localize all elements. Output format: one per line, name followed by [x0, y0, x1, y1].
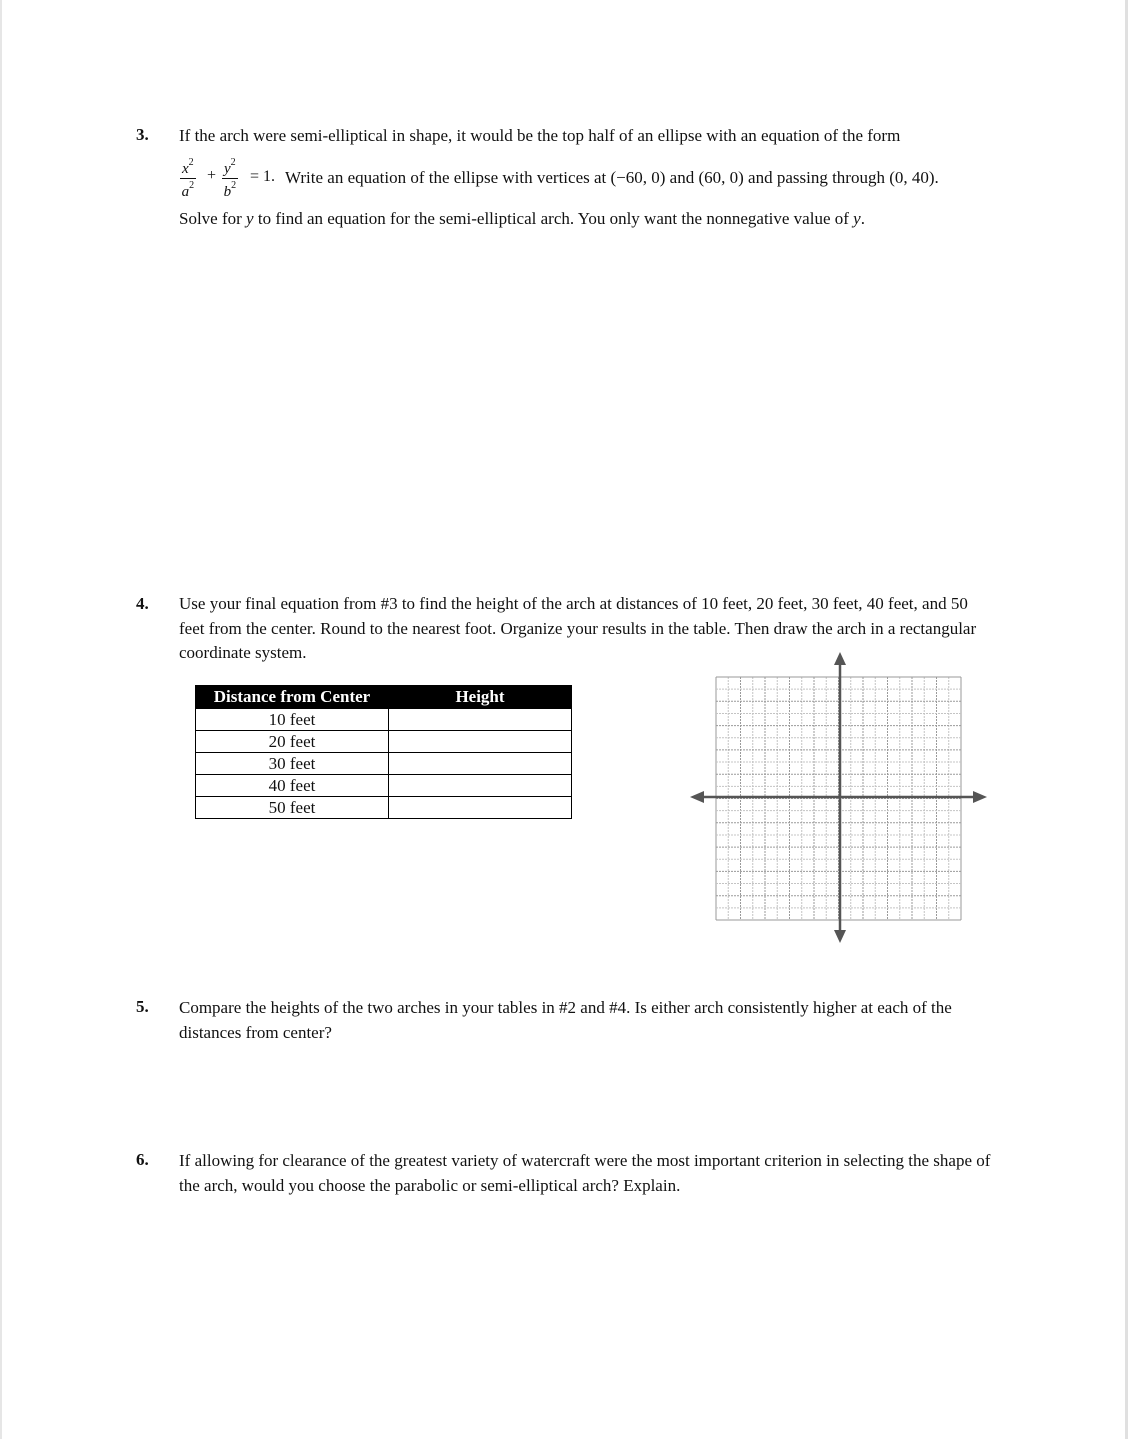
table-row — [196, 775, 572, 797]
page-edge-left — [0, 0, 2, 1439]
plus-sign: + — [207, 167, 217, 184]
question-5-text: Compare the heights of the two arches in your tables in #2 and #4. Is either arch consistently higher at each of the distances from center? — [179, 998, 952, 1042]
height-cell[interactable] — [389, 775, 572, 797]
table-row — [196, 753, 572, 775]
equals-one: = 1. — [250, 168, 276, 185]
distance-cell: 40 feet — [196, 775, 389, 797]
question-3-line2: Write an equation of the ellipse with vertices at (−60, 0) and (60, 0) and passing through (0, 40). — [285, 168, 939, 187]
x-axis-right-arrow — [973, 791, 987, 803]
table-row — [196, 731, 572, 753]
question-5-number: 5. — [136, 997, 149, 1016]
height-cell[interactable] — [389, 731, 572, 753]
distance-cell: 30 feet — [196, 753, 389, 775]
question-6-text: If allowing for clearance of the greatest variety of watercraft were the most important criterion in selecting the shape of the arch, would you choose the parabolic or semi-elliptical arch? Explain. — [179, 1151, 991, 1195]
x-axis-left-arrow — [690, 791, 704, 803]
y-axis-up-arrow — [834, 652, 846, 665]
y-axis-down-arrow — [834, 930, 846, 943]
question-3-line3: Solve for y to find an equation for the semi-elliptical arch. You only want the nonnegative value of y. — [179, 209, 865, 228]
grid-lines — [716, 677, 961, 920]
question-4-number: 4. — [136, 594, 149, 613]
question-3-line1: If the arch were semi-elliptical in shape, it would be the top half of an ellipse with an equation of the form — [179, 126, 901, 145]
table-header-row — [196, 686, 572, 709]
fraction-x-over-a: $\frac{x^2}{a^2}$ — [181, 157, 195, 200]
height-cell[interactable] — [389, 753, 572, 775]
table-row — [196, 797, 572, 819]
distance-cell: 20 feet — [196, 731, 389, 753]
distance-cell: 10 feet — [196, 709, 389, 731]
results-table — [195, 685, 572, 819]
question-6-number: 6. — [136, 1150, 149, 1169]
question-3-number: 3. — [136, 125, 149, 144]
header-height: Height — [389, 686, 572, 709]
question-4-text: Use your final equation from #3 to find the height of the arch at distances of 10 feet, 20 feet, 30 feet, 40 feet, and 50 feet from the center. Round to the nearest foot. Organize your results in the table. Then draw the arch in a rectangular coordinate system. — [179, 594, 977, 662]
header-distance: Distance from Center — [196, 686, 389, 709]
fraction-y-over-b: $\frac{y^2}{b^2}$ — [223, 157, 237, 200]
coordinate-grid — [688, 650, 993, 946]
distance-cell: 50 feet — [196, 797, 389, 819]
height-cell[interactable] — [389, 709, 572, 731]
height-cell[interactable] — [389, 797, 572, 819]
table-row — [196, 709, 572, 731]
